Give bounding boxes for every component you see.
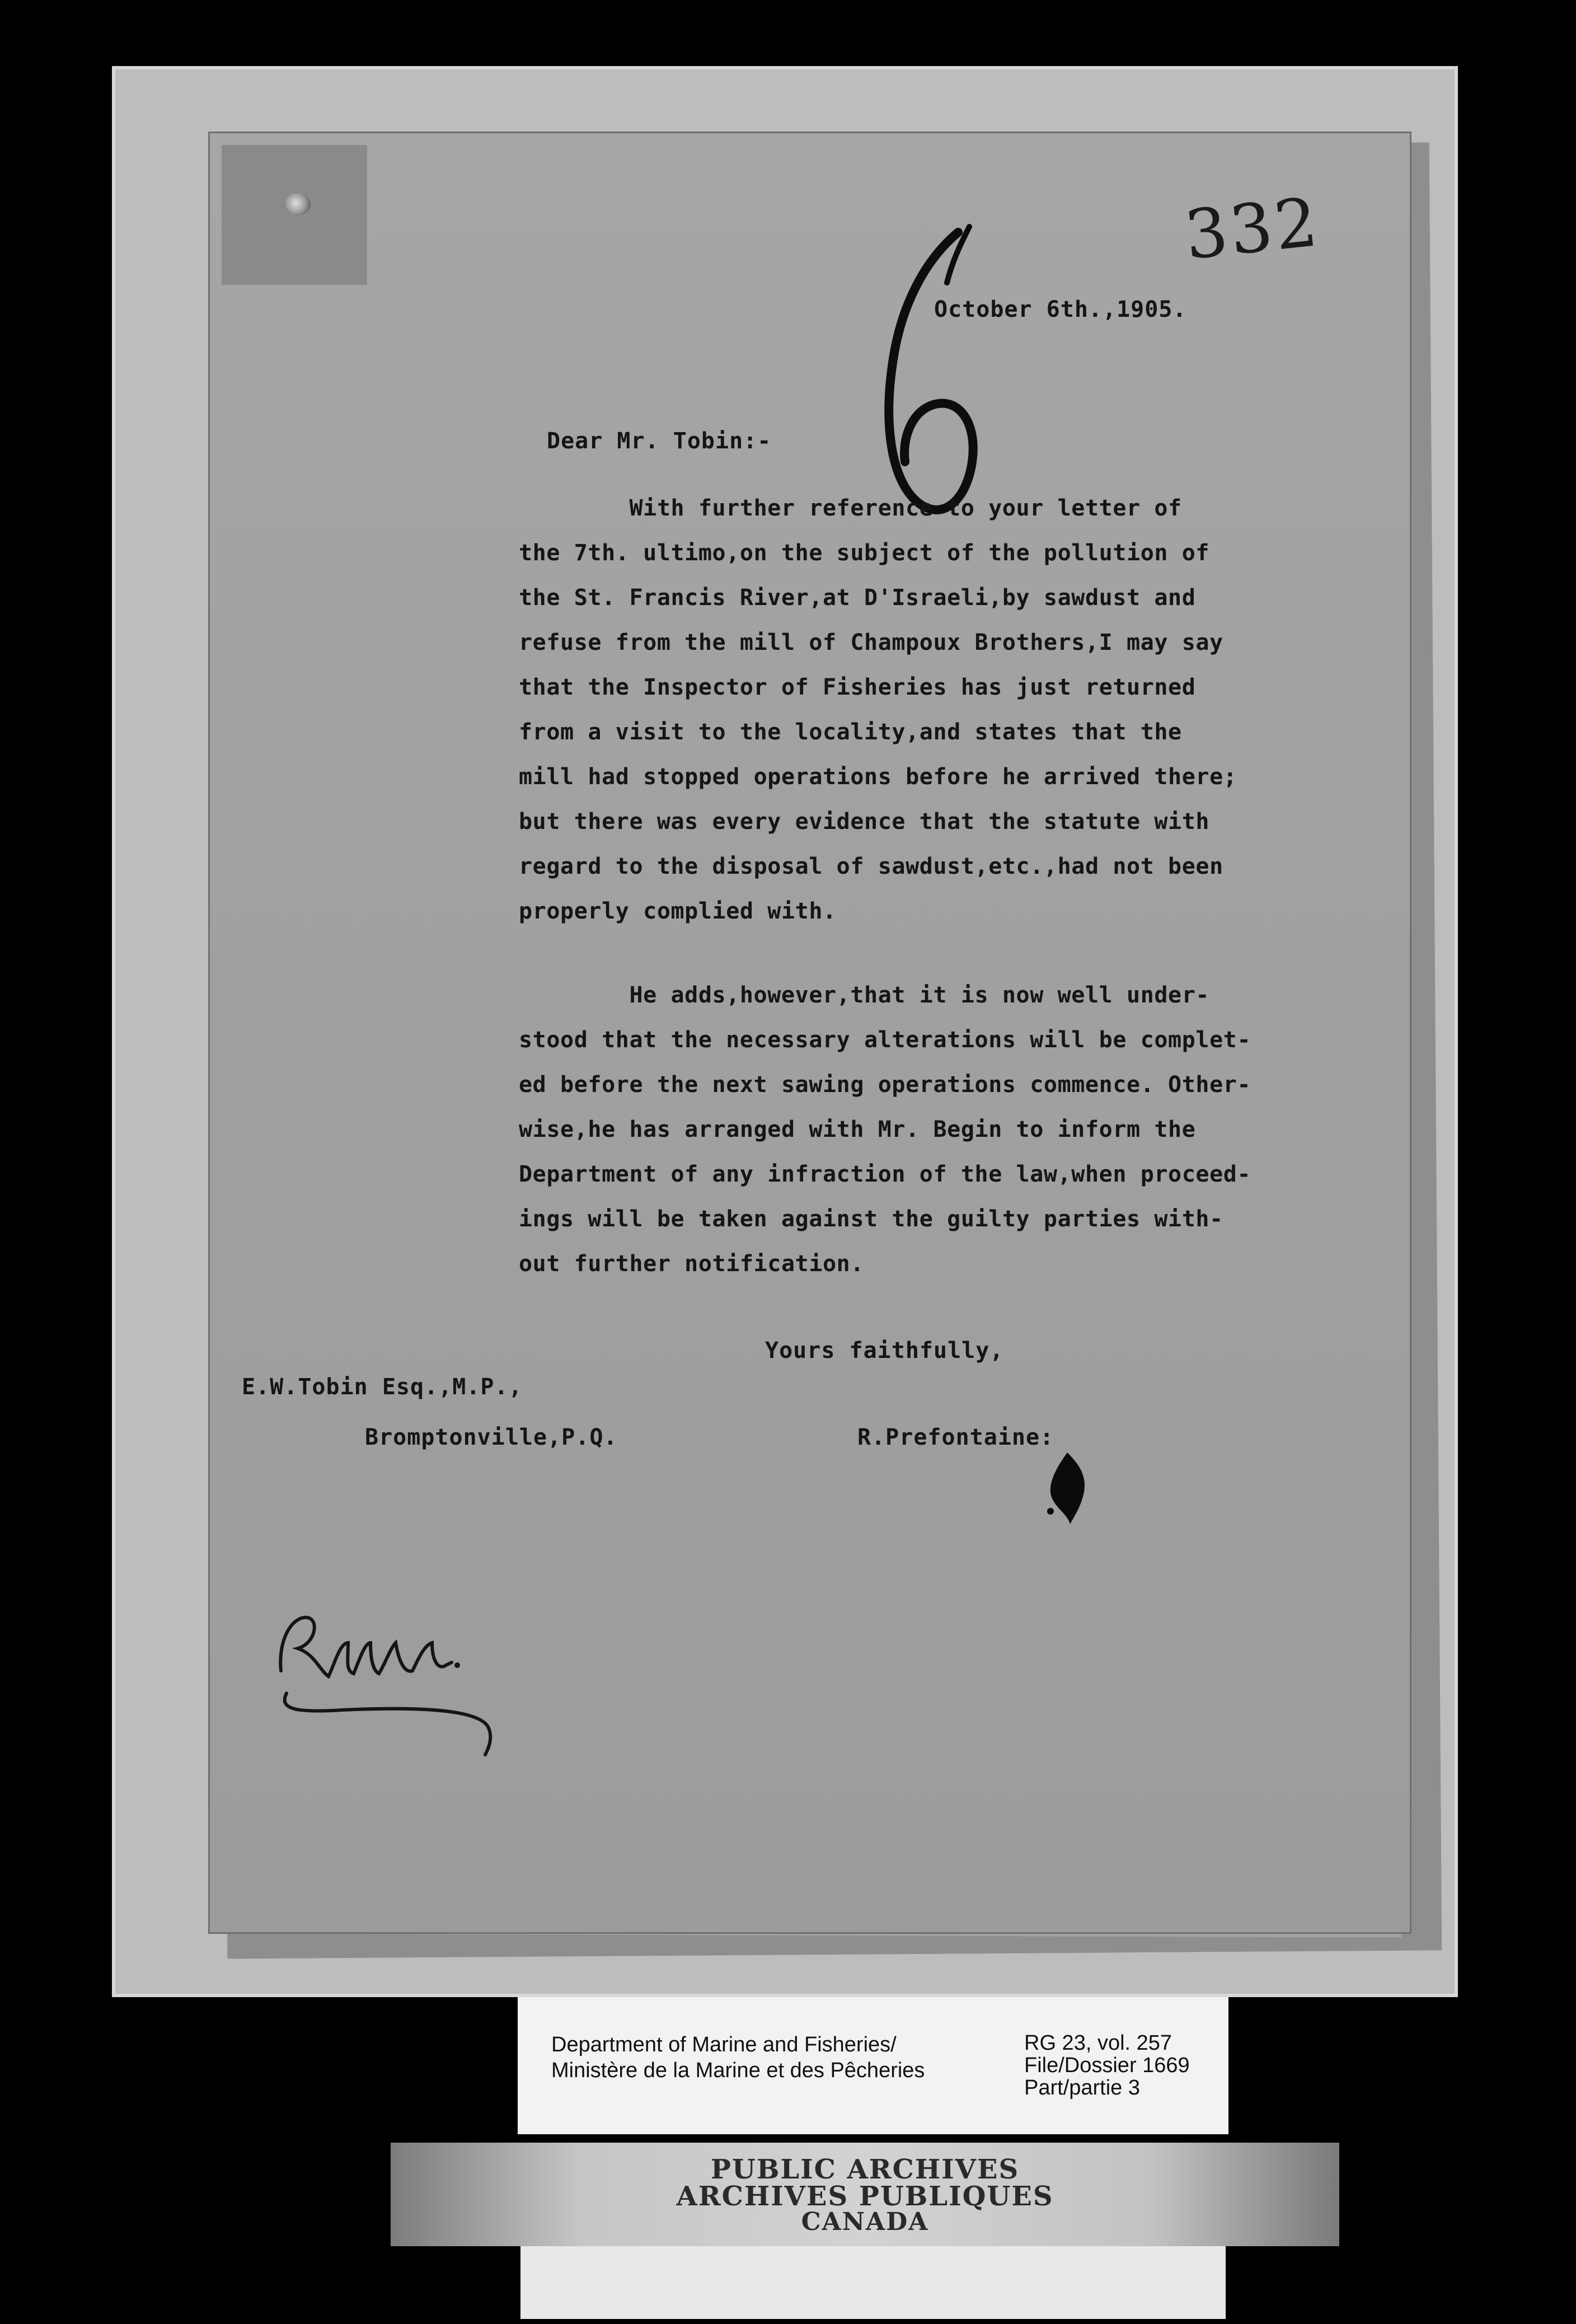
archive-label	[518, 1997, 1228, 2134]
folio-number: 332	[1181, 183, 1324, 275]
label-reference	[1024, 2032, 1190, 2099]
letter-date: October 6th.,1905.	[934, 297, 1187, 322]
body-line: but there was every evidence that the statute with	[519, 809, 1210, 835]
body-line: from a visit to the locality,and states that the	[519, 719, 1182, 745]
body-line: ings will be taken against the guilty parties with-	[519, 1206, 1223, 1232]
pin-hole	[284, 193, 311, 215]
handwritten-initials	[264, 1587, 522, 1772]
body-line: that the Inspector of Fisheries has just returned	[519, 674, 1196, 700]
stamp-line: CANADA	[801, 2208, 929, 2236]
recipient-name: E.W.Tobin Esq.,M.P.,	[242, 1374, 523, 1400]
body-line: refuse from the mill of Champoux Brothers,I may say	[519, 630, 1223, 655]
recipient-place: Bromptonville,P.Q.	[365, 1425, 618, 1450]
closing: Yours faithfully,	[765, 1338, 1004, 1364]
stamp-line: ARCHIVES PUBLIQUES	[676, 2181, 1054, 2212]
reference-line: Part/partie 3	[1024, 2076, 1140, 2100]
label-department	[551, 2032, 925, 2083]
body-line: wise,he has arranged with Mr. Begin to inform the	[519, 1117, 1196, 1142]
body-line: mill had stopped operations before he arrived there;	[519, 764, 1237, 790]
letter-page	[208, 132, 1411, 1934]
department-line: Ministère de la Marine et des Pêcheries	[551, 2059, 925, 2082]
label-strip	[520, 2246, 1226, 2319]
body-line: the St. Francis River,at D'Israeli,by sawdust and	[519, 585, 1196, 611]
body-line: He adds,however,that it is now well under-	[519, 982, 1210, 1008]
body-line: Department of any infraction of the law,when proceed-	[519, 1161, 1251, 1187]
body-line: the 7th. ultimo,on the subject of the pollution of	[519, 540, 1210, 566]
archive-stamp	[391, 2143, 1339, 2246]
salutation: Dear Mr. Tobin:-	[547, 428, 772, 454]
body-line: With further reference to your letter of	[519, 495, 1182, 521]
body-line: properly complied with.	[519, 898, 837, 924]
stamp-line: PUBLIC ARCHIVES	[710, 2154, 1020, 2185]
body-line: stood that the necessary alterations will be complet-	[519, 1027, 1251, 1053]
body-line: ed before the next sawing operations commence. Other-	[519, 1072, 1251, 1098]
department-line: Department of Marine and Fisheries/	[551, 2033, 897, 2056]
ink-blot	[1045, 1452, 1090, 1525]
signatory-name: R.Prefontaine:	[857, 1425, 1054, 1450]
reference-line: RG 23, vol. 257	[1024, 2031, 1172, 2055]
body-line: out further notification.	[519, 1251, 865, 1277]
body-line: regard to the disposal of sawdust,etc.,had not been	[519, 854, 1223, 879]
reference-line: File/Dossier 1669	[1024, 2054, 1190, 2077]
